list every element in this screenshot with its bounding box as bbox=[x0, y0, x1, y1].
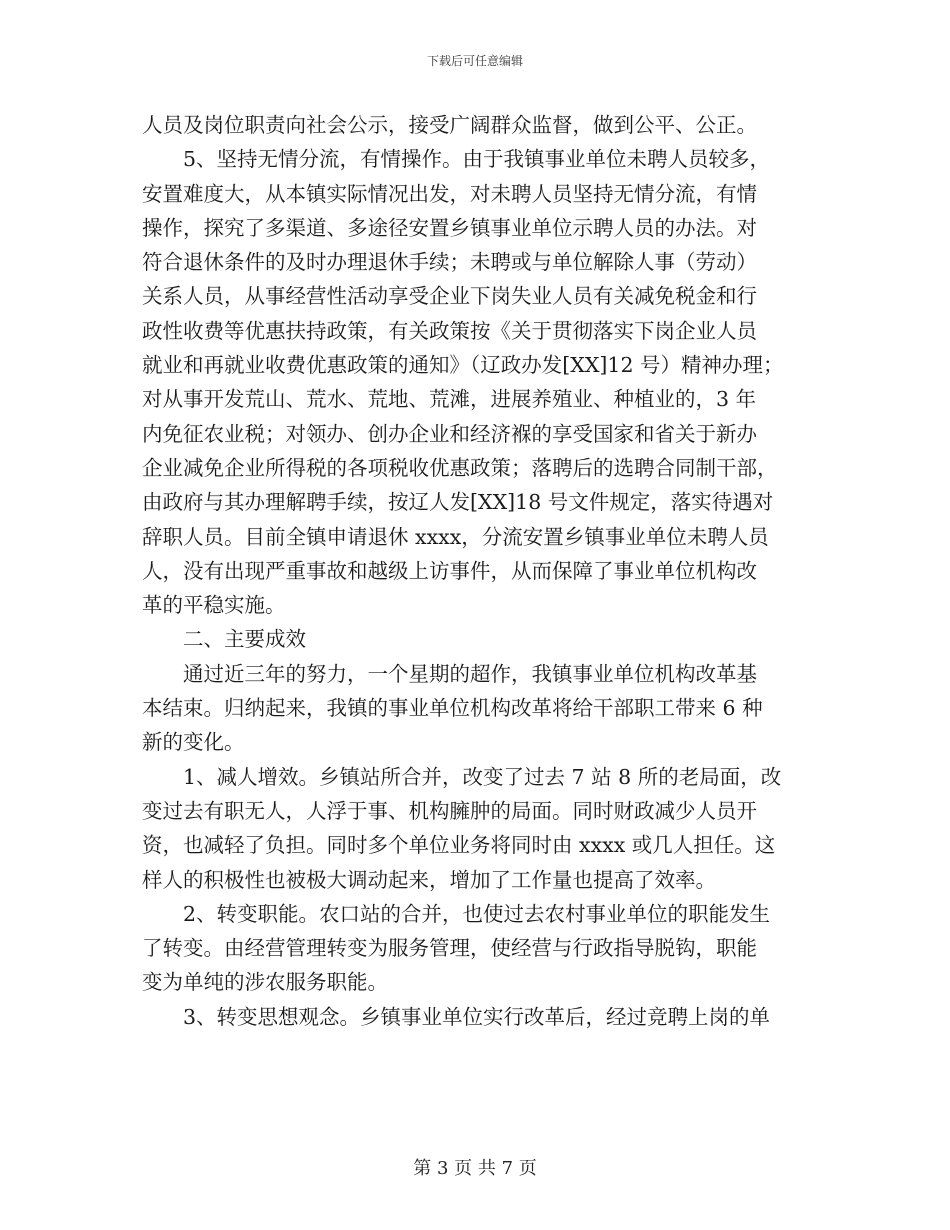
text-line: 变过去有职无人，人浮于事、机构臃肿的局面。同时财政减少人员开 bbox=[142, 798, 757, 823]
text-line: 对从事开发荒山、荒水、荒地、荒滩，进展养殖业、种植业的，3 年 bbox=[142, 387, 757, 412]
text-line: 就业和再就业收费优惠政策的通知》（辽政办发[XX]12 号）精神办理； bbox=[142, 353, 784, 378]
text-line: 操作，探究了多渠道、多途径安置乡镇事业单位示聘人员的办法。对 bbox=[142, 215, 757, 240]
text-line: 革的平稳实施。 bbox=[142, 593, 286, 618]
text-line: 2、转变职能。农口站的合并，也使过去农村事业单位的职能发生 bbox=[183, 901, 771, 926]
text-line: 内免征农业税；对领办、创办企业和经济褓的享受国家和省关于新办 bbox=[142, 421, 757, 446]
text-line: 了转变。由经营管理转变为服务管理，使经营与行政指导脱钩，职能 bbox=[142, 936, 757, 961]
text-line: 关系人员，从事经营性活动享受企业下岗失业人员有关减免税金和行 bbox=[142, 284, 757, 309]
text-line: 人员及岗位职责向社会公示，接受广阔群众监督，做到公平、公正。 bbox=[142, 113, 757, 137]
text-line: 变为单纯的涉农服务职能。 bbox=[142, 970, 388, 995]
page-header: 下载后可任意编辑 bbox=[426, 54, 523, 68]
text-line: 辞职人员。目前全镇申请退休 xxxx，分流安置乡镇事业单位未聘人员 bbox=[142, 524, 769, 549]
page-footer: 第 3 页 共 7 页 bbox=[413, 1158, 537, 1179]
text-line: 政性收费等优惠扶持政策，有关政策按《关于贯彻落实下岗企业人员 bbox=[142, 318, 757, 343]
text-line: 5、坚持无情分流，有情操作。由于我镇事业单位未聘人员较多， bbox=[183, 147, 771, 172]
text-line: 企业减免企业所得税的各项税收优惠政策；落聘后的选聘合同制干部， bbox=[142, 455, 778, 480]
text-line: 符合退休条件的及时办理退休手续；未聘或与单位解除人事（劳动） bbox=[142, 250, 757, 275]
text-line: 人，没有出现严重事故和越级上访事件，从而保障了事业单位机构改 bbox=[142, 558, 757, 583]
text-line: 二、主要成效 bbox=[183, 627, 306, 652]
document-body bbox=[142, 108, 810, 1034]
text-line: 由政府与其办理解聘手续，按辽人发[XX]18 号文件规定，落实待遇对 bbox=[142, 490, 774, 515]
text-line: 3、转变思想观念。乡镇事业单位实行改革后，经过竞聘上岗的单 bbox=[183, 1004, 771, 1029]
text-line: 1、减人增效。乡镇站所合并，改变了过去 7 站 8 所的老局面，改 bbox=[183, 764, 782, 789]
text-line: 新的变化。 bbox=[142, 730, 245, 755]
text-line: 安置难度大，从本镇实际情况出发，对未聘人员坚持无情分流，有情 bbox=[142, 181, 757, 206]
text-line: 通过近三年的努力，一个星期的超作，我镇事业单位机构改革基 bbox=[183, 661, 757, 686]
text-line: 样人的积极性也被极大调动起来，增加了工作量也提高了效率。 bbox=[142, 867, 716, 892]
text-line: 资，也减轻了负担。同时多个单位业务将同时由 xxxx 或几人担任。这 bbox=[142, 833, 776, 858]
text-line: 本结束。归纳起来，我镇的事业单位机构改革将给干部职工带来 6 种 bbox=[142, 696, 763, 721]
